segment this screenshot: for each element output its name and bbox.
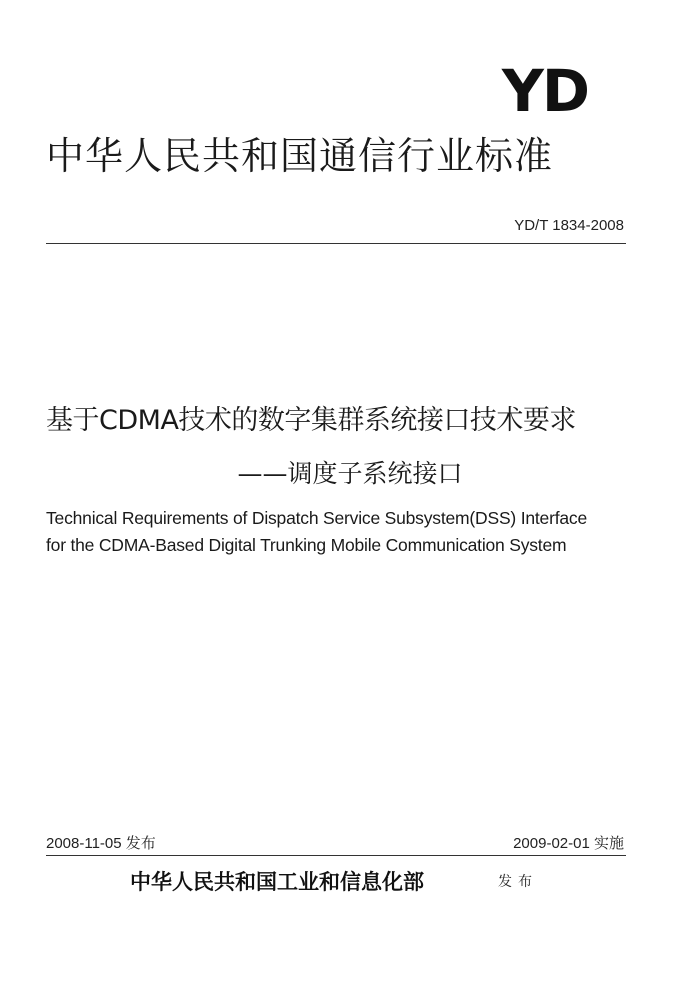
document-title-en-line1: Technical Requirements of Dispatch Service Subsystem(DSS) Interface (46, 508, 587, 528)
yd-logo: YD (501, 57, 588, 125)
issue-date: 2008-11-05 发布 (46, 835, 156, 852)
implementation-date: 2009-02-01 实施 (513, 835, 624, 852)
standard-category-title: 中华人民共和国通信行业标准 (46, 134, 554, 178)
header-rule (46, 243, 626, 244)
footer-rule (46, 855, 626, 856)
document-title-cn: 基于CDMA技术的数字集群系统接口技术要求 (46, 405, 576, 436)
document-title-en-line2: for the CDMA-Based Digital Trunking Mobile Communication System (46, 535, 567, 555)
document-title-en (46, 505, 646, 559)
publisher-name: 中华人民共和国工业和信息化部 (130, 869, 424, 894)
document-subtitle-cn: ——调度子系统接口 (237, 459, 463, 488)
publish-label: 发布 (498, 874, 538, 890)
standard-number: YD/T 1834-2008 (514, 217, 624, 234)
